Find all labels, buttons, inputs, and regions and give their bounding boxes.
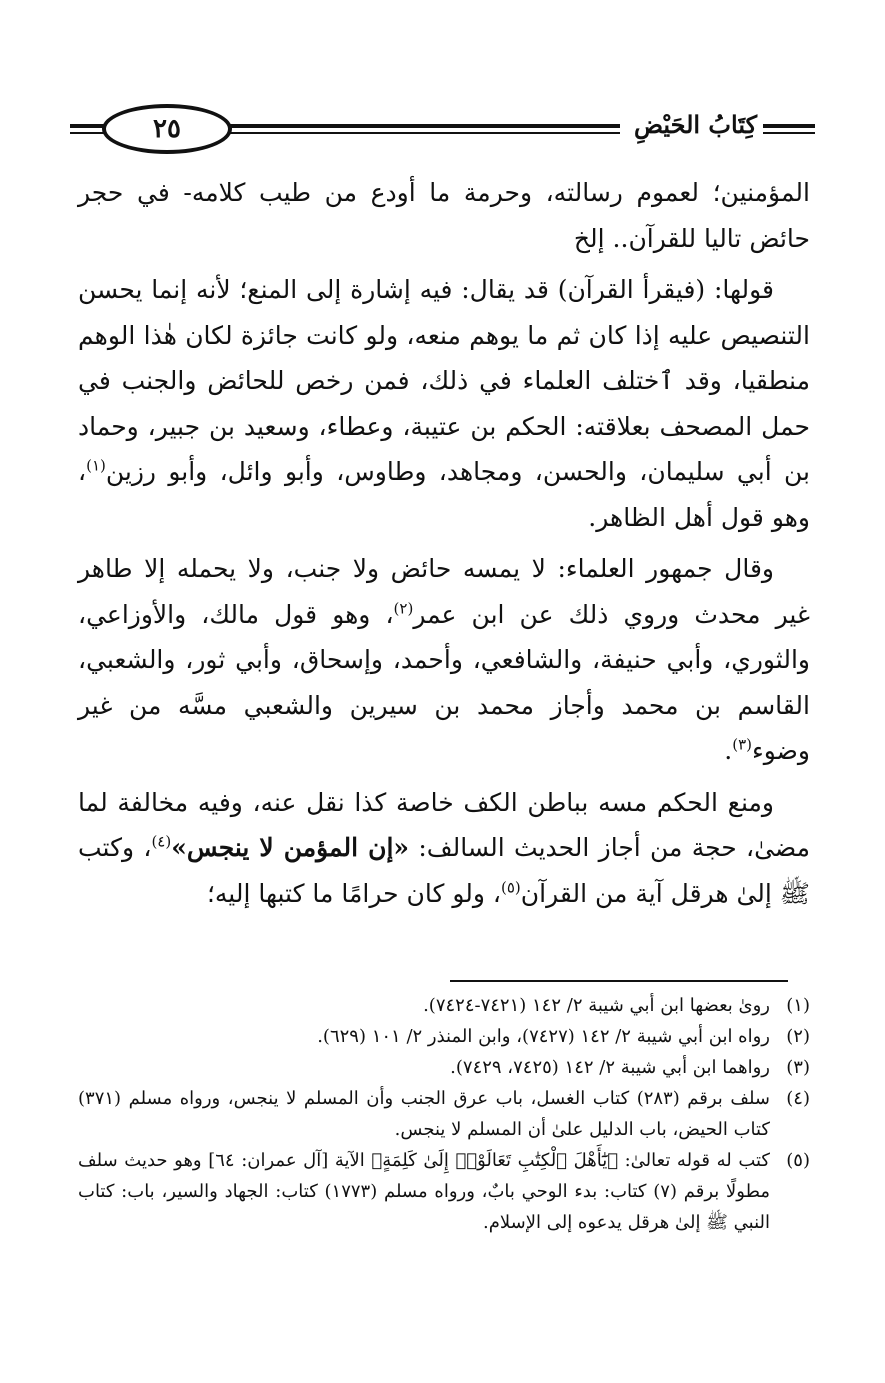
footnote-number: (٢): [786, 1026, 810, 1047]
footnote-text: رواهما ابن أبي شيبة ٢/ ١٤٢ (٧٤٢٥، ٧٤٢٩).: [450, 1057, 770, 1078]
footnote-text: رواه ابن أبي شيبة ٢/ ١٤٢ (٧٤٢٧)، وابن المنذر ٢/ ١٠١ (٦٢٩).: [317, 1026, 770, 1047]
paragraph-3-text-b: ، وهو قول مالك، والأوزاعي، والثوري، وأبي حنيفة، والشافعي، وأحمد، وإسحاق، وأبي ثور، والشعبي، القاسم بن محمد وأجاز محمد بن سيرين والشعبي مسَّه من غير وضوء: [78, 599, 810, 765]
paragraph-4-text-c: ، ولو كان حرامًا ما كتبها إليه؛: [206, 878, 501, 908]
paragraph-2-text: قولها: (فيقرأ القرآن) قد يقال: فيه إشارة إلى المنع؛ لأنه إنما يحسن التنصيص عليه إذا كان ثم ما يوهم منعه، ولو كانت جائزة لكان هٰذا الوهم منطقيا، وقد ٱختلف العلماء في ذلك، فمن رخص للحائض والجنب في حمل المصحف بعلاقته: الحكم بن عتيبة، وعطاء، وسعيد بن جبير، وحماد بن أبي سليمان، والحسن، ومجاهد، وطاوس، وأبو وائل، وأبو رزين: [78, 275, 810, 486]
paragraph-2-tail: ، وهو قول أهل الظاهر.: [78, 457, 810, 532]
main-text: [78, 170, 810, 922]
paragraph-2: [78, 267, 810, 540]
header-rule-right-top: [763, 124, 815, 128]
footnote-number: (٤): [786, 1088, 810, 1109]
footnote-1: [78, 990, 810, 1021]
paragraph-4-text-b: ، وكتب ﷺ إلىٰ هرقل آية من القرآن: [78, 833, 810, 908]
footnote-text: سلف برقم (٢٨٣) كتاب الغسل، باب عرق الجنب وأن المسلم لا ينجس، ورواه مسلم (٣٧١) كتاب الحيض، باب الدليل علىٰ أن المسلم لا ينجس.: [78, 1088, 770, 1140]
footnote-ref-3: (٣): [732, 735, 753, 754]
footnote-5: [78, 1145, 810, 1238]
footnote-4: [78, 1083, 810, 1145]
page-number: ٢٥: [153, 114, 181, 144]
paragraph-3: [78, 546, 810, 774]
footnote-number: (١): [786, 995, 810, 1016]
footnote-text: رویٰ بعضها ابن أبي شيبة ٢/ ١٤٢ (٧٤٢١-٧٤٢٤).: [423, 995, 770, 1016]
paragraph-3-text-a: وقال جمهور العلماء: لا يمسه حائض ولا جنب، ولا يحمله إلا طاهر غير محدث وروي ذلك عن ابن عمر: [78, 554, 811, 629]
footnotes: [78, 990, 810, 1238]
footnote-3: [78, 1052, 810, 1083]
page-number-oval: [102, 104, 232, 154]
footnote-2: [78, 1021, 810, 1052]
paragraph-4: [78, 780, 810, 917]
paragraph-1: المؤمنين؛ لعموم رسالته، وحرمة ما أودع من طيب كلامه- في حجر حائض تاليا للقرآن.. إلخ: [78, 178, 810, 253]
paragraph-4-text-a: ومنع الحكم مسه بباطن الكف خاصة كذا نقل عنه، وفيه مخالفة لما مضىٰ، حجة من أجاز الحديث السالف:: [78, 787, 810, 862]
footnote-ref-4: (٤): [151, 832, 172, 851]
footnote-ref-5: (٥): [500, 878, 521, 897]
header-rule-right-bottom: [763, 132, 815, 134]
footnote-ref-1: (١): [86, 456, 106, 475]
page-header: [70, 98, 815, 160]
paragraph-3-end: .: [724, 736, 733, 765]
chapter-title: كِتَابُ الحَيْضِ: [633, 110, 757, 139]
footnote-number: (٥): [786, 1150, 810, 1171]
footnote-text: كتب له قوله تعالىٰ: ﴿يَٰٓأَهْلَ ٱلْكِتَٰبِ تَعَالَوْا۟ إِلَىٰ كَلِمَةٍ﴾ الآية [آل عمران: ٦٤] وهو حديث سلف مطولًا برقم (٧) كتاب: بدء الوحي بابٌ، ورواه مسلم (١٧٧٣) كتاب: الجهاد والسير، باب: كتاب النبي ﷺ إلىٰ هرقل يدعوه إلى الإسلام.: [78, 1150, 771, 1233]
footnote-ref-2: (٢): [393, 599, 414, 618]
hadith-quote: «إن المؤمن لا ينجس»: [171, 833, 410, 862]
footnote-number: (٣): [786, 1057, 810, 1078]
footnote-separator: [450, 980, 788, 982]
